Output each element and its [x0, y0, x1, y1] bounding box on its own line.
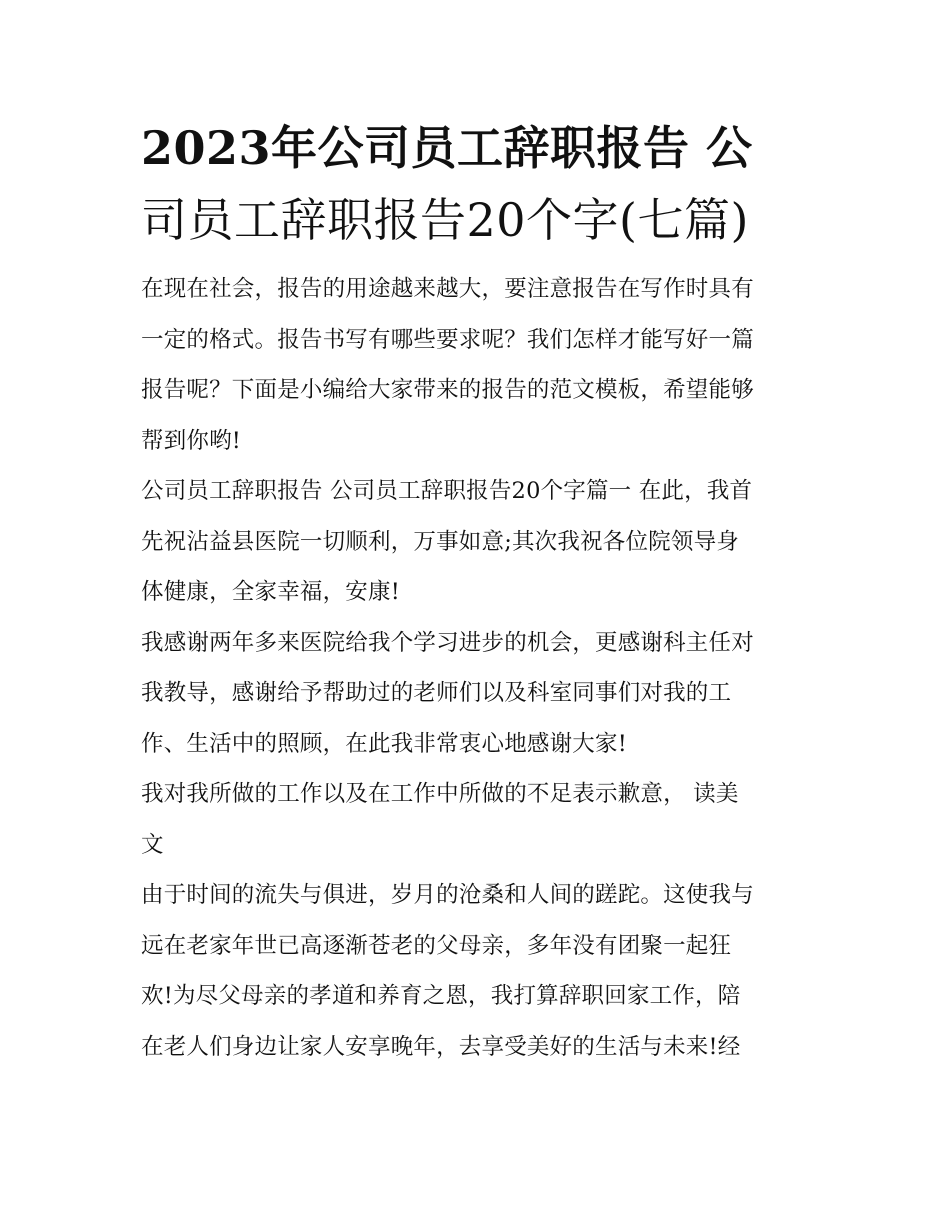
paragraph-reason: [141, 870, 813, 1072]
text-line: 在现在社会，报告的用途越来越大，要注意报告在写作时具有: [141, 276, 754, 302]
document-body: [141, 264, 813, 1072]
text-line: 一定的格式。报告书写有哪些要求呢？我们怎样才能写好一篇: [141, 326, 754, 353]
text-line: 由于时间的流失与俱进，岁月的沧桑和人间的蹉跎。这使我与: [141, 882, 754, 908]
paragraph-apology: [141, 769, 813, 870]
text-line: 欢!为尽父母亲的孝道和养育之恩，我打算辞职回家工作，陪: [141, 983, 741, 1009]
title-line-1: [141, 112, 813, 184]
text-line: 我教导，感谢给予帮助过的老师们以及科室同事们对我的工: [141, 680, 732, 706]
text-line: 体健康，全家幸福，安康!: [141, 579, 400, 605]
text-line: 公司员工辞职报告 公司员工辞职报告20个字篇一 在此，我首: [141, 478, 753, 504]
text-line: 文: [141, 831, 164, 858]
text-line: 作、生活中的照顾，在此我非常衷心地感谢大家!: [141, 730, 627, 757]
paragraph-intro: [141, 264, 813, 466]
text-line: 报告呢？下面是小编给大家带来的报告的范文模板，希望能够: [141, 377, 754, 403]
paragraph-thanks: [141, 618, 813, 770]
title-line-1-text: 2023年公司员工辞职报告 公: [141, 121, 753, 175]
text-line: 我感谢两年多来医院给我个学习进步的机会，更感谢科主任对: [141, 629, 754, 656]
text-line: 我对我所做的工作以及在工作中所做的不足表示歉意， 读美: [141, 781, 739, 807]
text-line: 帮到你哟!: [141, 427, 242, 454]
text-line: 远在老家年世已高逐渐苍老的父母亲，多年没有团聚一起狂: [141, 932, 732, 959]
document-title: [141, 112, 813, 256]
paragraph-section-one: [141, 466, 813, 618]
text-line: 在老人们身边让家人安享晚年，去享受美好的生活与未来!经: [141, 1033, 741, 1060]
title-line-2: 司员工辞职报告20个字(七篇): [141, 193, 749, 247]
document-page: [141, 112, 813, 1072]
text-line: 先祝沾益县医院一切顺利，万事如意;其次我祝各位院领导身: [141, 528, 739, 555]
